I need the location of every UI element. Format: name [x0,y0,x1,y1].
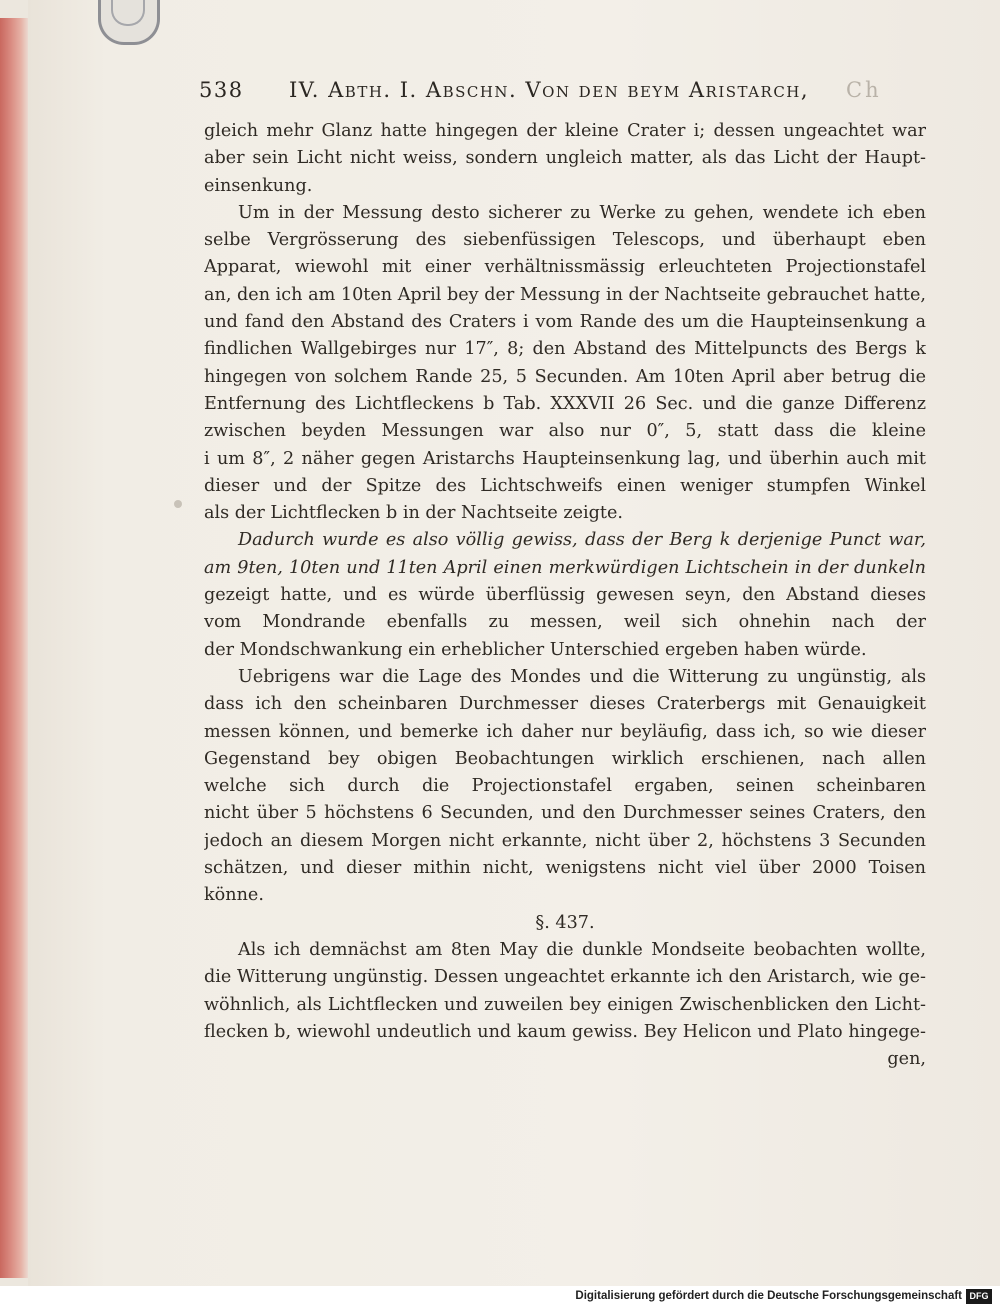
text-line: flecken b, wiewohl undeutlich und kaum gewiss. Bey Helicon und Plato hingege- [204,1021,926,1042]
page-edge-stack [0,18,30,1278]
running-head: IV. Abth. I. Abschn. Von den beym Aristarch, [289,78,810,102]
text-line: einsenkung. [204,175,313,196]
text-line: i um 8″, 2 näher gegen Aristarchs Haupteinsenkung lag, und überhin auch mit [204,448,926,469]
body-text [204,118,926,1073]
text-line: Apparat, wiewohl mit einer verhältnissmässig erleuchteten Projectionstafel [204,257,926,278]
text-line: nicht über 5 höchstens 6 Secunden, und den Durchmesser seines Craters, den [204,803,926,824]
bleed-through-text: Ch [846,78,882,102]
text-line: könne. [204,885,264,906]
text-line: als der Lichtflecken b in der Nachtseite zeigte. [204,503,623,524]
text-line: dieser und der Spitze des Lichtschweifs einen weniger stumpfen Winkel [204,475,926,496]
text-line: Dadurch wurde es also völlig gewiss, dass der Berg k derjenige Punct war, [238,530,926,551]
text-line: zwischen beyden Messungen war also nur 0″, 5, statt dass die kleine [204,421,926,442]
dfg-logo: DFG [966,1289,992,1304]
section-heading: §. 437. [535,912,595,933]
text-line: Als ich demnächst am 8ten May die dunkle Mondseite beobachten wollte, [238,939,926,960]
text-line: dass ich den scheinbaren Durchmesser dieses Craterbergs mit Genauigkeit [204,694,926,715]
page-header [0,74,1000,108]
text-line: Entfernung des Lichtfleckens b Tab. XXXVII 26 Sec. und die ganze Differenz [204,393,926,414]
text-line: hingegen von solchem Rande 25, 5 Secunden. Am 10ten April aber betrug die [204,366,926,387]
text-line: welche sich durch die Projectionstafel ergaben, seinen scheinbaren [204,776,926,797]
text-line: die Witterung ungünstig. Dessen ungeachtet erkannte ich den Aristarch, wie ge- [204,967,926,988]
text-line: wöhnlich, als Lichtflecken und zuweilen bey einigen Zwischenblicken den Licht- [204,994,926,1015]
text-line: Um in der Messung desto sicherer zu Werke zu gehen, wendete ich eben [238,202,926,223]
paper-stain [174,500,182,508]
text-line: an, den ich am 10ten April bey der Messung in der Nachtseite gebrauchet hatte, [204,284,926,305]
text-line: findlichen Wallgebirges nur 17″, 8; den Abstand des Mittelpuncts des Bergs k [204,339,926,360]
page-number: 538 [199,78,244,102]
text-line: Gegenstand bey obigen Beobachtungen wirklich erschienen, nach allen [204,748,926,769]
text-line: Uebrigens war die Lage des Mondes und die Witterung zu ungünstig, als [238,666,926,687]
text-line: gleich mehr Glanz hatte hingegen der kleine Crater i; dessen ungeachtet war [204,121,926,141]
paper-clip [98,0,160,45]
text-line: schätzen, und dieser mithin nicht, wenigstens nicht viel über 2000 Toisen [204,858,926,879]
text-line: am 9ten, 10ten und 11ten April einen merkwürdigen Lichtschein in der dunkeln [204,557,926,578]
funding-credit: Digitalisierung gefördert durch die Deutsche Forschungsgemeinschaft [575,1290,962,1302]
text-line: jedoch an diesem Morgen nicht erkannte, nicht über 2, höchstens 3 Secunden [204,830,926,851]
text-line: gezeigt hatte, und es würde überflüssig gewesen seyn, den Abstand dieses [204,585,926,606]
text-line: messen können, und bemerke ich daher nur beyläufig, dass ich, so wie dieser [204,721,926,742]
text-line: und fand den Abstand des Craters i vom Rande des um die Haupteinsenkung a [204,312,926,333]
text-line: der Mondschwankung ein erheblicher Unterschied ergeben haben würde. [204,639,867,660]
catchword: gen, [887,1049,926,1070]
text-line: vom Mondrande ebenfalls zu messen, weil sich ohnehin nach der [204,612,926,633]
text-line: aber sein Licht nicht weiss, sondern ungleich matter, als das Licht der Haupt- [204,148,926,169]
text-line: selbe Vergrösserung des siebenfüssigen Telescops, und überhaupt eben [204,230,926,251]
footer-bar [0,1286,1000,1308]
